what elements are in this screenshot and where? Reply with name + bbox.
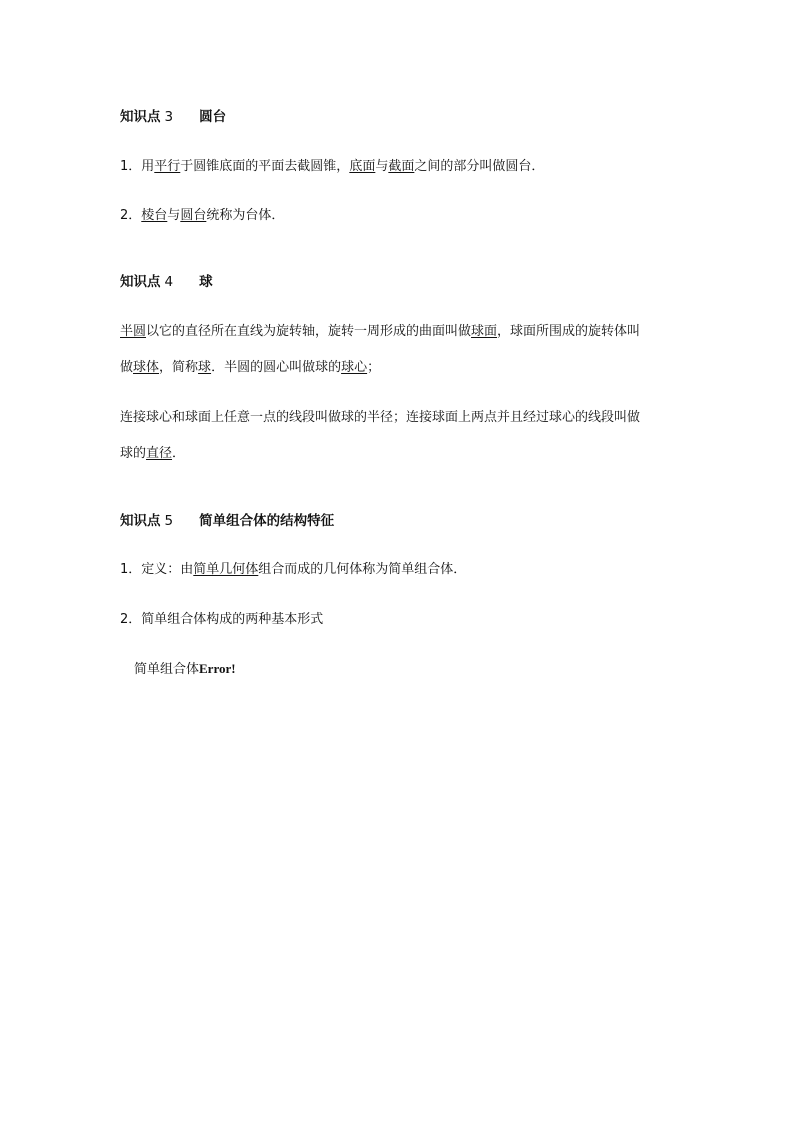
- text-span: 组合而成的几何体称为简单组合体．: [258, 562, 467, 577]
- section-label: 知识点: [120, 274, 161, 290]
- underlined-term: 圆台: [180, 208, 207, 223]
- underlined-term: 球: [198, 360, 212, 375]
- section-heading-4: [120, 273, 213, 291]
- section-heading-3: [120, 108, 226, 126]
- text-span: 与: [375, 159, 389, 174]
- text-span: ；: [367, 360, 381, 375]
- underlined-term: 截面: [388, 159, 415, 174]
- section-title: 球: [199, 274, 213, 290]
- text-span: 与: [167, 208, 181, 223]
- paragraph-radius-line-1: [120, 409, 640, 427]
- section-title: 简单组合体的结构特征: [199, 513, 335, 529]
- underlined-term: 球心: [341, 360, 368, 375]
- text-span: ，简称: [159, 360, 199, 375]
- text-span: 做: [120, 360, 134, 375]
- error-field: Error!: [199, 661, 236, 676]
- text-span: 2．: [120, 208, 142, 223]
- paragraph-sphere-line-2: [120, 359, 380, 377]
- paragraph-sphere-line-1: [120, 323, 640, 341]
- text-span: 2．简单组合体构成的两种基本形式: [120, 612, 324, 627]
- paragraph-frustum-definition: [120, 158, 544, 176]
- text-span: 简单组合体: [134, 662, 200, 677]
- paragraph-radius-line-2: [120, 445, 185, 463]
- text-span: 连接球心和球面上任意一点的线段叫做球的半径；连接球面上两点并且经过球心的线段叫做: [120, 410, 641, 425]
- section-title: 圆台: [199, 109, 227, 125]
- underlined-term: 半圆: [120, 324, 147, 339]
- section-label: 知识点: [120, 109, 161, 125]
- section-number: 4: [164, 274, 174, 290]
- paragraph-frustum-body: [120, 207, 284, 225]
- text-span: 1．定义：由: [120, 562, 194, 577]
- underlined-term: 直径: [146, 446, 173, 461]
- text-span: 球的: [120, 446, 147, 461]
- text-span: 统称为台体．: [206, 208, 285, 223]
- text-span: ．半圆的圆心叫做球的: [211, 360, 342, 375]
- underlined-term: 球体: [133, 360, 160, 375]
- underlined-term: 棱台: [141, 208, 168, 223]
- underlined-term: 球面: [471, 324, 498, 339]
- text-span: 之间的部分叫做圆台．: [414, 159, 545, 174]
- section-number: 5: [164, 513, 174, 529]
- paragraph-composite-definition: [120, 561, 466, 579]
- section-label: 知识点: [120, 513, 161, 529]
- underlined-term: 平行: [154, 159, 181, 174]
- text-span: 1．用: [120, 159, 155, 174]
- section-number: 3: [164, 109, 174, 125]
- text-span: 于圆锥底面的平面去截圆锥，: [180, 159, 350, 174]
- text-span: 以它的直径所在直线为旋转轴，旋转一周形成的曲面叫做: [146, 324, 472, 339]
- paragraph-composite-error: [134, 660, 236, 679]
- underlined-term: 底面: [349, 159, 376, 174]
- text-span: ，球面所围成的旋转体叫: [497, 324, 641, 339]
- section-heading-5: [120, 512, 334, 530]
- underlined-term: 简单几何体: [193, 562, 259, 577]
- text-span: ．: [172, 446, 186, 461]
- paragraph-composite-forms: [120, 611, 323, 629]
